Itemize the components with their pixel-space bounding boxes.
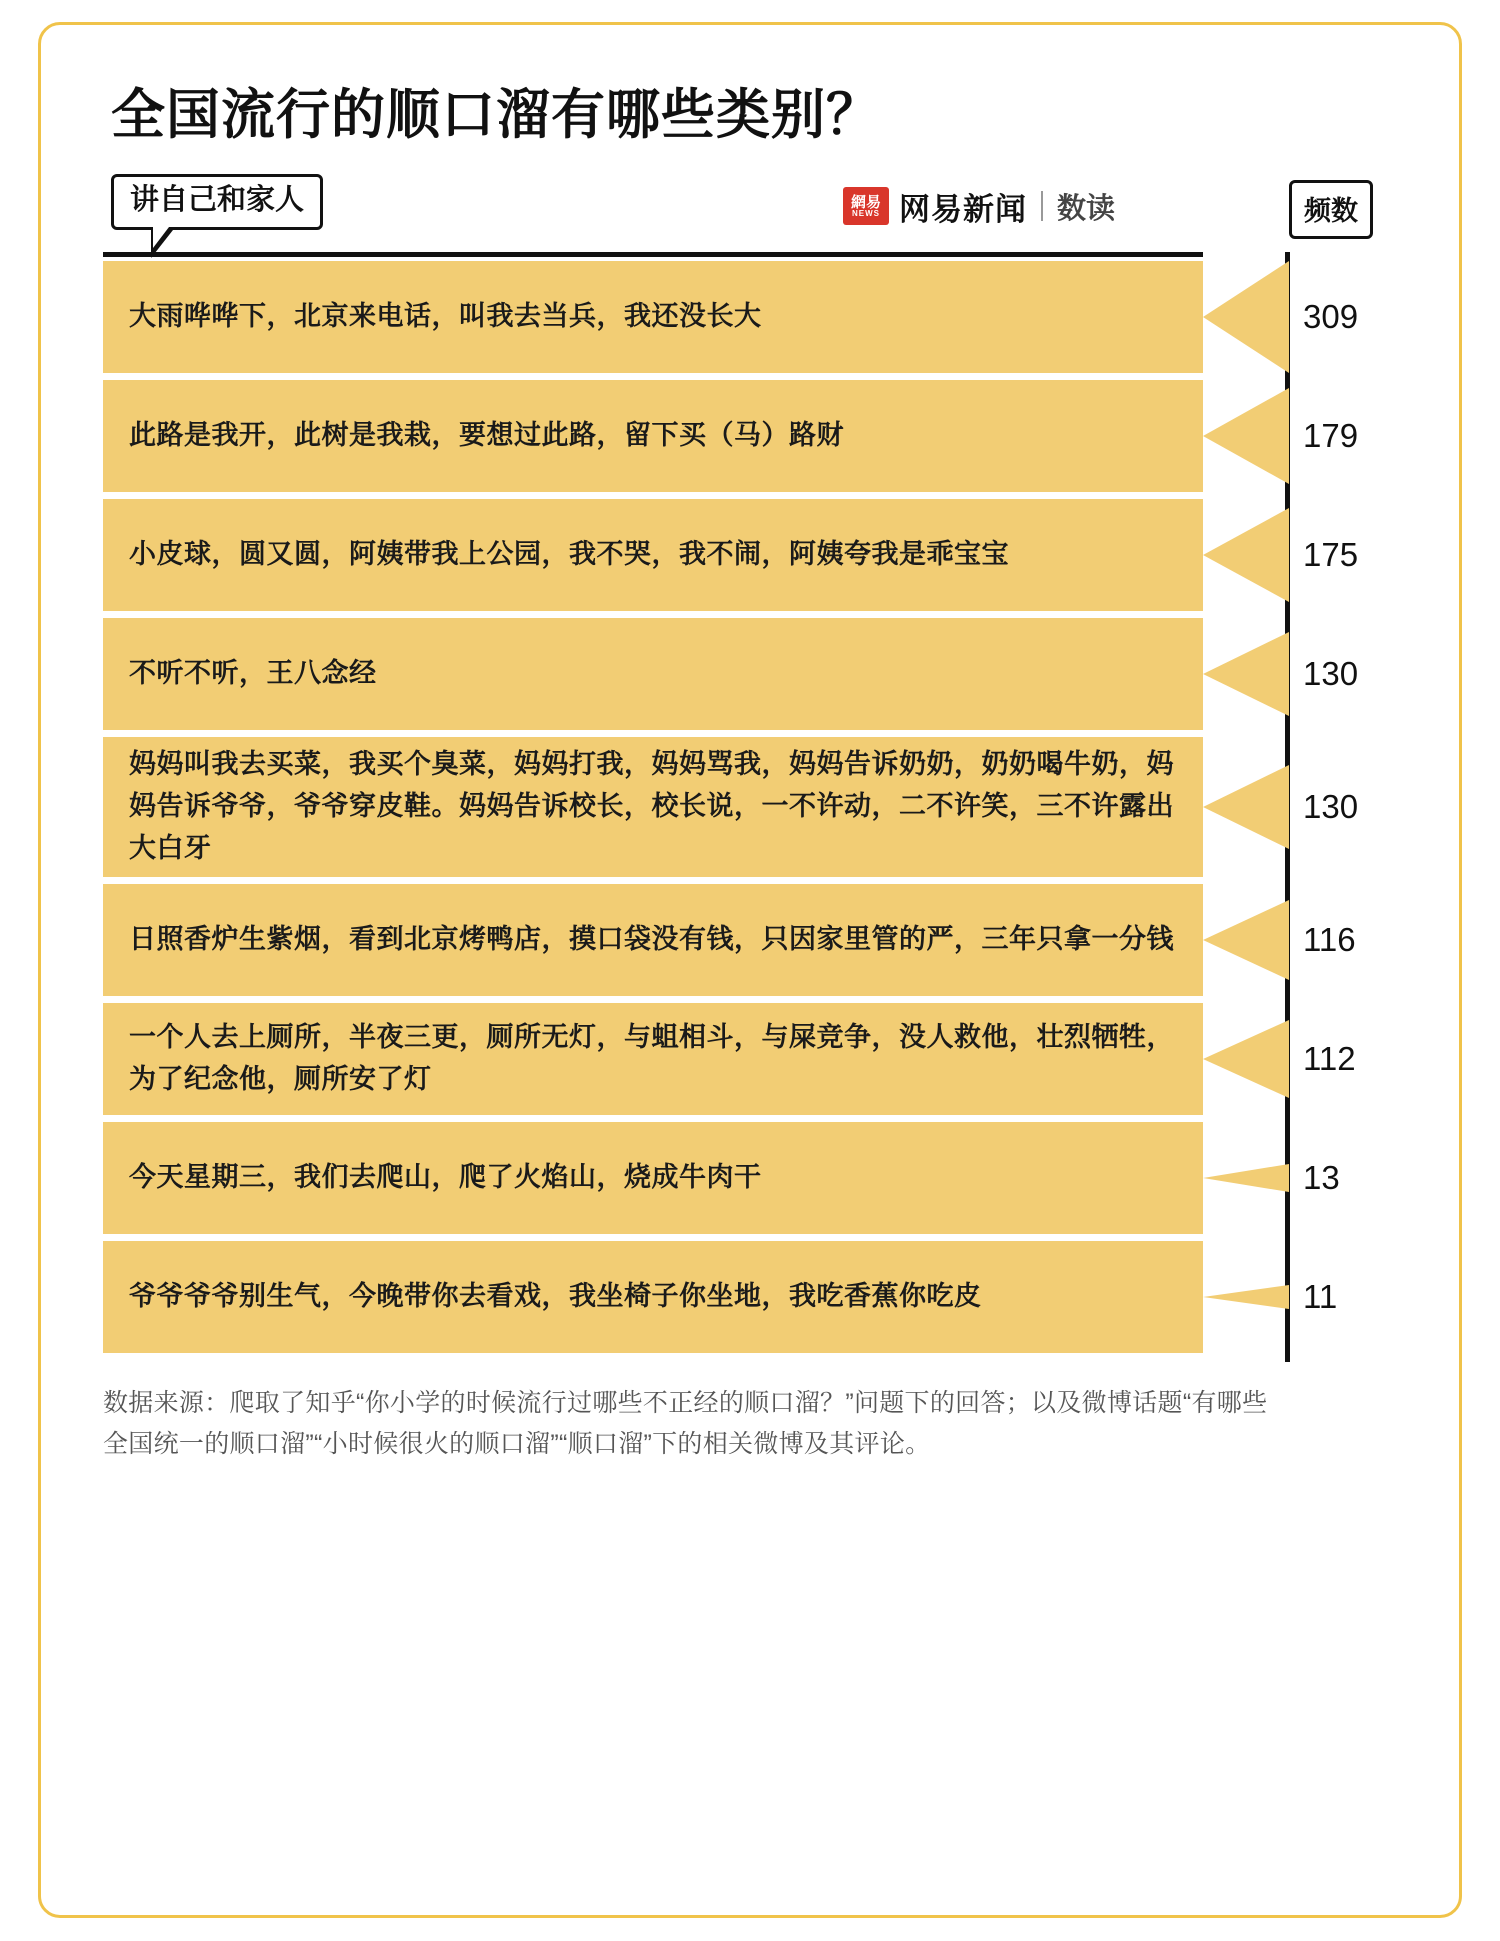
bar-chart: [103, 252, 1407, 1353]
row-marker: [1203, 261, 1393, 373]
row-marker: [1203, 499, 1393, 611]
table-row: [103, 884, 1356, 996]
table-row: [103, 261, 1359, 373]
poster-inner: [103, 61, 1407, 1885]
table-row: [103, 499, 1359, 611]
netease-mark-icon: [843, 187, 889, 225]
table-row: [103, 1003, 1356, 1115]
row-marker: [1203, 737, 1393, 877]
row-marker: [1203, 1003, 1393, 1115]
row-label: 此路是我开，此树是我栽，要想过此路，留下买（马）路财: [129, 419, 844, 450]
row-label: 一个人去上厕所，半夜三更，厕所无灯，与蛆相斗，与屎竞争，没人救他，壮烈牺牲，为了纪念他，厕所安了灯: [129, 1021, 1174, 1094]
value-triangle-icon: [1203, 388, 1289, 484]
source-footnote: 数据来源：爬取了知乎“你小学的时候流行过哪些不正经的顺口溜？”问题下的回答；以及微博话题“有哪些全国统一的顺口溜”“小时候很火的顺口溜”“顺口溜”下的相关微博及其评论。: [103, 1388, 1268, 1459]
table-row: [103, 1122, 1340, 1234]
row-value: 112: [1303, 1039, 1356, 1077]
row-value: 175: [1303, 535, 1359, 573]
callout-tail-inner-icon: [153, 227, 169, 248]
row-marker: [1203, 884, 1393, 996]
row-value: 179: [1303, 416, 1359, 454]
row-marker: [1203, 380, 1393, 492]
row-value: 130: [1303, 787, 1359, 825]
page-title: 全国流行的顺口溜有哪些类别？: [111, 85, 881, 145]
value-triangle-icon: [1203, 765, 1289, 849]
infographic-poster: [38, 22, 1462, 1918]
value-triangle-icon: [1203, 508, 1289, 602]
row-label: 日照香炉生紫烟，看到北京烤鸭店，摸口袋没有钱，只因家里管的严，三年只拿一分钱: [129, 923, 1174, 954]
value-triangle-icon: [1203, 632, 1289, 716]
row-marker: [1203, 1122, 1393, 1234]
brand-mark-bottom: NEWS: [852, 208, 880, 218]
category-callout: 讲自己和家人: [111, 174, 323, 230]
chart-rows: [103, 252, 1359, 1353]
row-label: 妈妈叫我去买菜，我买个臭菜，妈妈打我，妈妈骂我，妈妈告诉奶奶，奶奶喝牛奶，妈妈告诉爷爷，爷爷穿皮鞋。妈妈告诉校长，校长说，一不许动，二不许笑，三不许露出大白牙: [129, 749, 1174, 863]
row-label: 大雨哗哗下，北京来电话，叫我去当兵，我还没长大: [129, 300, 762, 331]
value-triangle-icon: [1203, 261, 1289, 373]
header-row: [103, 174, 1407, 246]
brand-name: 网易新闻: [899, 191, 1027, 227]
brand-logo: [843, 184, 1115, 229]
row-label: 爷爷爷爷别生气，今晚带你去看戏，我坐椅子你坐地，我吃香蕉你吃皮: [129, 1280, 982, 1311]
row-value: 13: [1303, 1158, 1340, 1196]
row-value: 11: [1303, 1277, 1338, 1315]
row-value: 116: [1303, 920, 1356, 958]
row-label: 小皮球，圆又圆，阿姨带我上公园，我不哭，我不闹，阿姨夸我是乖宝宝: [129, 538, 1009, 569]
row-marker: [1203, 618, 1393, 730]
row-marker: [1203, 1241, 1393, 1353]
frequency-header-badge: 频数: [1289, 180, 1373, 239]
row-value: 130: [1303, 654, 1359, 692]
row-value: 309: [1303, 297, 1359, 335]
row-label: 今天星期三，我们去爬山，爬了火焰山，烧成牛肉干: [129, 1161, 762, 1192]
value-triangle-icon: [1203, 900, 1289, 980]
brand-mark-top: 網易: [850, 193, 881, 211]
brand-divider: [1041, 191, 1043, 221]
value-triangle-icon: [1203, 1164, 1289, 1192]
value-triangle-icon: [1203, 1285, 1289, 1309]
brand-subname: 数读: [1057, 192, 1116, 225]
table-row: [103, 1241, 1338, 1353]
value-triangle-icon: [1203, 1020, 1289, 1098]
table-row: [103, 618, 1359, 730]
table-row: [103, 737, 1359, 877]
table-row: [103, 380, 1359, 492]
row-label: 不听不听，王八念经: [129, 657, 377, 688]
